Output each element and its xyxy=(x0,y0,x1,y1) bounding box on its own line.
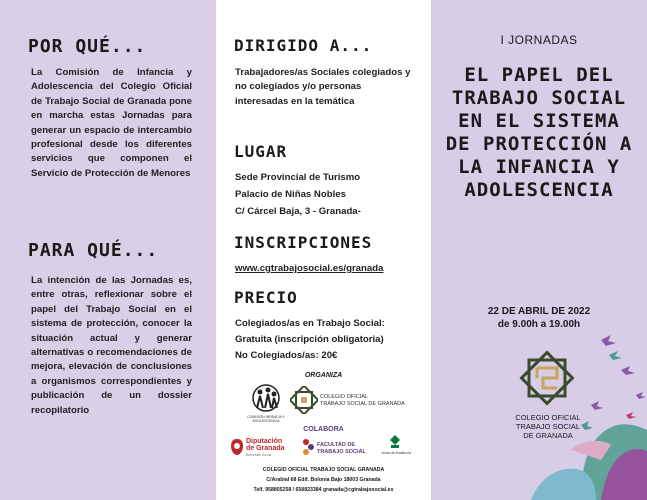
lugar-line1: Sede Provincial de Turismo xyxy=(235,172,361,183)
junta-andalucia-icon xyxy=(388,434,402,450)
precio-line3: No Colegiados/as: 20€ xyxy=(235,350,338,361)
edition-label: I JORNADAS xyxy=(500,33,578,47)
facultad-line1: FACULTAD DE xyxy=(317,442,355,448)
facultad-icon xyxy=(301,438,315,456)
dirigido-text: Trabajadores/as Sociales colegiados y no colegiados y/o personas interesadas en la temática xyxy=(235,67,411,107)
right-panel xyxy=(431,0,647,500)
middle-panel xyxy=(216,0,431,500)
lugar-line2: Palacio de Niñas Nobles xyxy=(235,189,346,200)
precio-line2: Gratuita (inscripción obligatoria) xyxy=(235,334,384,345)
por-que-text: La Comisión de Infancia y Adolescencia del Colegio Oficial de Trabajo Social de Granada pone en marcha estas Jornadas para generar un espacio de intercambio profesional desde los diferentes servicios que componen el Servicio de Protección de Menores xyxy=(31,67,192,179)
footer-line3: Telf. 958805258 / 658823384 granada@cgtrabajosocial.es xyxy=(253,487,394,493)
por-que-heading: POR QUÉ... xyxy=(28,36,147,57)
diputacion-icon xyxy=(230,438,244,456)
facultad-line2: TRABAJO SOCIAL xyxy=(317,449,366,455)
event-title: EL PAPEL DEL TRABAJO SOCIAL EN EL SISTEMA DE PROTECCIÓN A LA INFANCIA Y ADOLESCENCIA xyxy=(445,64,633,201)
para-que-heading: PARA QUÉ... xyxy=(28,240,159,261)
event-time: de 9.00h a 19.00h xyxy=(497,319,581,330)
comision-logo xyxy=(246,382,286,422)
footer-line1: COLEGIO OFICIAL TRABAJO SOCIAL GRANADA xyxy=(262,467,385,473)
diputacion-line2: de Granada xyxy=(246,445,285,452)
diputacion-line3: Bienestar Social xyxy=(246,453,272,457)
footer-line2: C/Arabial 68 Edif. Bolonia Bajo 18003 Granada xyxy=(266,477,381,483)
comision-logo-text: COMISIÓN INFANCIA Y ADOLESCENCIA xyxy=(247,415,285,423)
dirigido-heading: DIRIGIDO A... xyxy=(234,36,373,55)
inscripciones-link[interactable]: www.cgtrabajosocial.es/granada xyxy=(235,263,384,274)
precio-heading: PRECIO xyxy=(234,288,298,307)
inscripciones-heading: INSCRIPCIONES xyxy=(234,233,373,252)
colegio-logo-line2: TRABAJO SOCIAL DE GRANADA xyxy=(320,401,405,407)
colegio-knot-icon xyxy=(290,386,318,414)
left-panel xyxy=(0,0,216,500)
lugar-line3: C/ Cárcel Baja, 3 - Granada- xyxy=(235,206,361,217)
main-logo-line1: COLEGIO OFICIAL xyxy=(515,413,581,422)
organiza-label: ORGANIZA xyxy=(304,372,343,379)
diputacion-line1: Diputación xyxy=(246,438,283,445)
event-date: 22 DE ABRIL DE 2022 xyxy=(487,306,591,317)
para-que-text: La intención de las Jornadas es, entre otras, reflexionar sobre el papel del Trabajo Social en el sistema de protección, conocer la situación actual y generar alternativas o recomendaciones de mejora, elevación de conclusiones a organismos correspondientes y publicación de un dossier recopilatorio xyxy=(31,275,192,416)
lugar-heading: LUGAR xyxy=(234,142,288,161)
junta-line1: Junta de Andalucía xyxy=(381,451,411,455)
children-circle-icon xyxy=(246,382,286,414)
precio-line1: Colegiados/as en Trabajo Social: xyxy=(235,318,385,329)
colegio-logo-line1: COLEGIO OFICIAL xyxy=(320,394,368,400)
colabora-label: COLABORA xyxy=(303,426,344,433)
main-logo-line3: DE GRANADA xyxy=(523,431,573,440)
main-logo-line2: TRABAJO SOCIAL xyxy=(515,422,581,431)
colegio-main-logo-icon xyxy=(515,346,579,410)
